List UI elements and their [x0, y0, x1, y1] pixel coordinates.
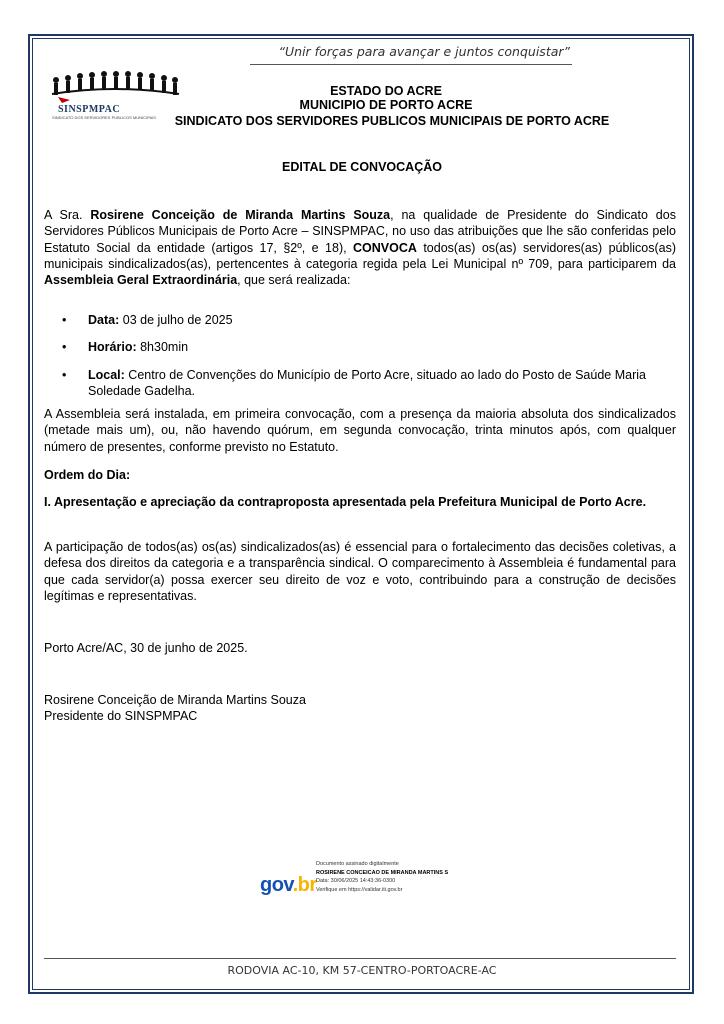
govbr-logo: gov.br: [260, 874, 317, 896]
signature-heading: Documento assinado digitalmente: [316, 861, 399, 867]
list-item: • Horário: 8h30min: [62, 340, 189, 355]
convoca-word: CONVOCA: [353, 240, 417, 255]
signer-name: Rosirene Conceição de Miranda Martins Souza: [44, 693, 306, 707]
logo-name: SINSPMPAC: [58, 104, 121, 115]
bullet-icon: •: [62, 367, 67, 382]
logo-subtitle: SINDICATO DOS SERVIDORES PUBLICOS MUNICIPAIS: [52, 115, 156, 120]
quorum-paragraph: A Assembleia será instalada, em primeira convocação, com a presença da maioria absoluta dos sindicalizados (metade mais um), ou, não havendo quórum, em segunda convocação, trinta minutos após, com qualquer número de presentes, conforme previsto no Estatuto.: [44, 407, 676, 454]
date-line: Porto Acre/AC, 30 de junho de 2025.: [44, 641, 248, 655]
list-item: • Local: Centro de Convenções do Município de Porto Acre, situado ao lado do Posto de Saúde Maria Soledade Gadelha.: [62, 367, 646, 398]
intro-paragraph: A Sra. Rosirene Conceição de Miranda Martins Souza, na qualidade de Presidente do Sindicato dos Servidores Públicos Municipais de Porto Acre – SINSPMPAC, no uso das atribuições que lhe são conferidas pelo Estatuto Social da entidade (artigos 17, §2º, e 18), CONVOCA todos(as) os(as) servidores(as) públicos(as) municipais sindicalizados(as), pertencentes à categoria regida pela Lei Municipal nº 709, para participarem da Assembleia Geral Extraordinária, que será realizada:: [44, 208, 676, 288]
motto: “Unir forças para avançar e juntos conquistar”: [278, 44, 570, 59]
signer-role: Presidente do SINSPMPAC: [44, 709, 198, 723]
president-name: Rosirene Conceição de Miranda Martins Souza: [90, 208, 391, 222]
footer-address: RODOVIA AC-10, KM 57-CENTRO-PORTOACRE-AC: [227, 964, 497, 977]
page-border: [28, 34, 694, 994]
signature-name: ROSIRENE CONCEICAO DE MIRANDA MARTINS S: [316, 869, 449, 876]
header-municipality: MUNICIPIO DE PORTO ACRE: [299, 98, 473, 112]
participation-paragraph: A participação de todos(as) os(as) sindicalizados(as) é essencial para o fortalecimento das decisões coletivas, a defesa dos direitos da categoria e a transparência sindical. O comparecimento à Assembleia é fundamental para que cada servidor(a) possa exercer seu direito de voz e voto, contribuindo para a construção de decisões legítimas e representativas.: [44, 540, 676, 603]
footer-divider: [44, 958, 676, 959]
header-state: ESTADO DO ACRE: [330, 84, 442, 98]
signature-verify: Verifique em https://validar.iti.gov.br: [316, 886, 403, 893]
ordem-do-dia-item: I. Apresentação e apreciação da contraproposta apresentada pela Prefeitura Municipal de Porto Acre.: [44, 495, 647, 509]
document-title: EDITAL DE CONVOCAÇÃO: [282, 160, 442, 174]
motto-underline: [250, 64, 572, 65]
meeting-details-list: [62, 312, 662, 410]
digital-signature-stamp: [260, 860, 490, 910]
bullet-icon: •: [62, 340, 67, 355]
header-union: SINDICATO DOS SERVIDORES PUBLICOS MUNICIPAIS DE PORTO ACRE: [174, 114, 610, 128]
bullet-icon: •: [62, 313, 67, 327]
signature-date: Data: 30/06/2025 14:43:36-0300: [316, 878, 396, 884]
ordem-do-dia-label: Ordem do Dia:: [44, 468, 131, 482]
list-item: • Data: 03 de julho de 2025: [62, 313, 233, 327]
assembleia-name: Assembleia Geral Extraordinária: [44, 273, 238, 288]
